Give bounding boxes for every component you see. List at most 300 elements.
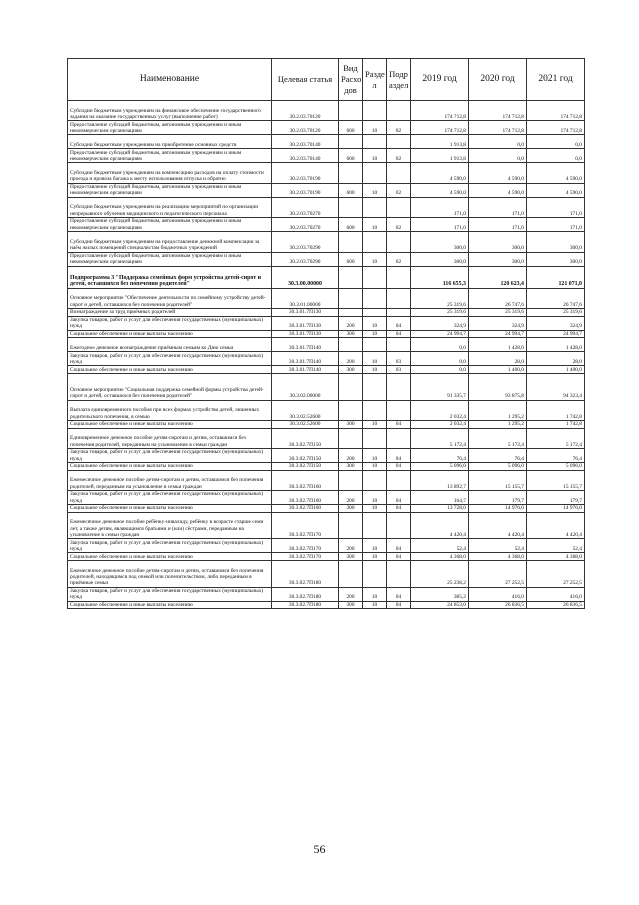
cell-kind xyxy=(339,338,363,352)
cell-y2020: 27 252,5 xyxy=(469,561,527,588)
cell-name: Субсидии бюджетным учреждениям на финансовое обеспечение государственного задания на оказание государственных услуг (выполнение работ) xyxy=(68,101,272,121)
table-row xyxy=(68,135,585,149)
cell-section: 10 xyxy=(363,330,387,338)
cell-y2021: 174 712,8 xyxy=(527,121,585,135)
cell-y2019: 25 238,2 xyxy=(411,561,469,588)
cell-y2021: 4 590,0 xyxy=(527,163,585,183)
cell-code: 30.2.03.70270 xyxy=(272,218,339,232)
table-row xyxy=(68,309,585,317)
table-row xyxy=(68,121,585,135)
cell-y2021: 300,0 xyxy=(527,252,585,266)
cell-y2020: 1 428,0 xyxy=(469,338,527,352)
cell-y2021: 26 747,6 xyxy=(527,288,585,308)
cell-subsection: 04 xyxy=(387,330,411,338)
cell-kind: 300 xyxy=(339,463,363,471)
cell-y2019: 2 032,4 xyxy=(411,400,469,420)
page-number: 56 xyxy=(313,842,326,856)
cell-y2020: 14 976,0 xyxy=(469,505,527,513)
cell-kind: 600 xyxy=(339,218,363,232)
cell-y2021: 26 836,5 xyxy=(527,601,585,609)
cell-y2020: 0,0 xyxy=(469,149,527,163)
cell-subsection xyxy=(387,135,411,149)
cell-y2020: 1 295,2 xyxy=(469,400,527,420)
cell-kind xyxy=(339,470,363,490)
cell-name: Основное мероприятие "Социальная поддержка семейной формы устройства детей-сирот и детей, оставшихся без попечения родителей" xyxy=(68,373,272,400)
cell-section: 10 xyxy=(363,183,387,197)
cell-code: 30.3.02.52600 xyxy=(272,421,339,429)
cell-section: 10 xyxy=(363,316,387,330)
cell-y2019: 0,0 xyxy=(411,366,469,374)
cell-subsection: 03 xyxy=(387,352,411,366)
cell-code: 30.3.02.7П160 xyxy=(272,505,339,513)
table-row xyxy=(68,421,585,429)
cell-y2021: 300,0 xyxy=(527,232,585,252)
cell-section xyxy=(363,288,387,308)
cell-y2020: 26 836,5 xyxy=(469,601,527,609)
cell-name: Ежемесячное денежное пособие детям-сиротам и детям, оставшимся без попечения родителей, переданным на усыновление в семьи граждан xyxy=(68,470,272,490)
cell-section: 10 xyxy=(363,505,387,513)
cell-y2020: 24 994,7 xyxy=(469,330,527,338)
cell-y2020: 1 295,2 xyxy=(469,421,527,429)
cell-y2019: 171,0 xyxy=(411,218,469,232)
cell-y2020: 300,0 xyxy=(469,232,527,252)
cell-code: 30.3.01.7П140 xyxy=(272,352,339,366)
cell-y2020: 174 712,8 xyxy=(469,121,527,135)
cell-code: 30.2.03.70140 xyxy=(272,149,339,163)
cell-name: Субсидии бюджетным учреждениям на компенсацию расходов на оплату стоимости проезда и провоза багажа к месту использования отпуска и обратно xyxy=(68,163,272,183)
cell-y2019: 5 172,4 xyxy=(411,428,469,448)
cell-code: 30.3.02.7П150 xyxy=(272,463,339,471)
cell-y2019: 174 712,8 xyxy=(411,121,469,135)
cell-name: Предоставление субсидий бюджетным, автономным учреждениям и иным некоммерческим организациям xyxy=(68,121,272,135)
cell-code: 30.2.03.70190 xyxy=(272,183,339,197)
cell-kind: 300 xyxy=(339,553,363,561)
header-kind: Вид Расхо дов xyxy=(339,59,363,101)
cell-section xyxy=(363,163,387,183)
cell-kind: 600 xyxy=(339,252,363,266)
cell-section: 10 xyxy=(363,587,387,601)
cell-y2020: 4 590,0 xyxy=(469,183,527,197)
cell-y2021: 121 071,0 xyxy=(527,266,585,288)
cell-subsection: 04 xyxy=(387,553,411,561)
cell-section: 10 xyxy=(363,539,387,553)
cell-section: 10 xyxy=(363,421,387,429)
cell-subsection xyxy=(387,288,411,308)
cell-kind xyxy=(339,428,363,448)
cell-name: Вознаграждение за труд приёмных родителей xyxy=(68,309,272,317)
table-row xyxy=(68,491,585,505)
cell-y2021: 24 994,7 xyxy=(527,330,585,338)
header-section: Разде л xyxy=(363,59,387,101)
cell-y2021: 25 319,6 xyxy=(527,309,585,317)
cell-y2020: 5 172,4 xyxy=(469,428,527,448)
cell-code: 30.2.03.70140 xyxy=(272,135,339,149)
cell-code: 30.3.02.7П150 xyxy=(272,428,339,448)
cell-name: Предоставление субсидий бюджетным, автономным учреждениям и иным некоммерческим организациям xyxy=(68,218,272,232)
cell-kind xyxy=(339,288,363,308)
cell-section: 10 xyxy=(363,149,387,163)
cell-y2019: 4 590,0 xyxy=(411,183,469,197)
cell-name: Закупка товаров, работ и услуг для обеспечения государственных (муниципальных) нужд xyxy=(68,352,272,366)
cell-code: 30.3.01.7П140 xyxy=(272,366,339,374)
cell-name: Социальное обеспечение и иные выплаты населению xyxy=(68,553,272,561)
cell-subsection: 04 xyxy=(387,449,411,463)
cell-kind: 200 xyxy=(339,539,363,553)
cell-subsection xyxy=(387,309,411,317)
cell-kind xyxy=(339,135,363,149)
cell-y2021: 4 590,0 xyxy=(527,183,585,197)
cell-y2019: 1 913,8 xyxy=(411,149,469,163)
cell-y2020: 4 590,0 xyxy=(469,163,527,183)
cell-name: Закупка товаров, работ и услуг для обеспечения государственных (муниципальных) нужд xyxy=(68,587,272,601)
cell-code: 30.2.03.70120 xyxy=(272,101,339,121)
header-code: Целевая статья xyxy=(272,59,339,101)
cell-y2020: 25 319,6 xyxy=(469,309,527,317)
cell-subsection: 04 xyxy=(387,463,411,471)
cell-subsection xyxy=(387,266,411,288)
cell-y2019: 76,4 xyxy=(411,449,469,463)
table-row xyxy=(68,338,585,352)
cell-y2020: 4 368,0 xyxy=(469,553,527,561)
cell-y2020: 171,0 xyxy=(469,218,527,232)
table-row xyxy=(68,373,585,400)
cell-code: 30.2.03.70120 xyxy=(272,121,339,135)
budget-table-container xyxy=(67,58,584,609)
cell-y2019: 0,0 xyxy=(411,352,469,366)
cell-code: 30.3.02.7П180 xyxy=(272,601,339,609)
table-row xyxy=(68,553,585,561)
cell-section xyxy=(363,101,387,121)
cell-y2021: 4 368,0 xyxy=(527,553,585,561)
cell-name: Предоставление субсидий бюджетным, автономным учреждениям и иным некоммерческим организациям xyxy=(68,183,272,197)
cell-code: 30.2.03.70290 xyxy=(272,252,339,266)
cell-section: 10 xyxy=(363,491,387,505)
cell-kind xyxy=(339,163,363,183)
table-row xyxy=(68,505,585,513)
table-row xyxy=(68,197,585,217)
table-row xyxy=(68,232,585,252)
cell-y2021: 1 742,8 xyxy=(527,421,585,429)
cell-y2019: 13 892,7 xyxy=(411,470,469,490)
cell-y2019: 4 420,4 xyxy=(411,512,469,539)
cell-y2019: 25 319,6 xyxy=(411,309,469,317)
cell-subsection: 04 xyxy=(387,316,411,330)
table-row xyxy=(68,218,585,232)
cell-subsection: 04 xyxy=(387,587,411,601)
cell-name: Ежемесячное денежное пособие детям-сиротам и детям, оставшимся без попечения родителей, находящимся под опекой или попечительством, либо переданным в приёмные семьи xyxy=(68,561,272,588)
cell-y2020: 26 747,6 xyxy=(469,288,527,308)
cell-section xyxy=(363,561,387,588)
table-row xyxy=(68,163,585,183)
cell-kind: 300 xyxy=(339,330,363,338)
table-row xyxy=(68,463,585,471)
cell-name: Единовременное денежное пособие детям-сиротам и детям, оставшимся без попечения родителей, переданным на усыновление в семьи граждан xyxy=(68,428,272,448)
cell-y2019: 24 853,0 xyxy=(411,601,469,609)
cell-y2019: 174 712,8 xyxy=(411,101,469,121)
cell-kind: 200 xyxy=(339,352,363,366)
cell-y2021: 76,4 xyxy=(527,449,585,463)
cell-y2020: 174 712,8 xyxy=(469,101,527,121)
cell-name: Закупка товаров, работ и услуг для обеспечения государственных (муниципальных) нужд xyxy=(68,316,272,330)
cell-subsection: 02 xyxy=(387,218,411,232)
cell-code: 30.3.01.7П140 xyxy=(272,338,339,352)
cell-name: Подпрограмма 3 "Поддержка семейных форм устройства детей-сирот и детей, оставшихся без попечения родителей" xyxy=(68,266,272,288)
cell-section: 10 xyxy=(363,366,387,374)
cell-kind xyxy=(339,309,363,317)
table-row xyxy=(68,316,585,330)
cell-kind: 600 xyxy=(339,183,363,197)
table-row xyxy=(68,183,585,197)
cell-subsection: 02 xyxy=(387,149,411,163)
cell-y2020: 76,4 xyxy=(469,449,527,463)
cell-y2021: 15 155,7 xyxy=(527,470,585,490)
cell-name: Ежегодное денежное вознаграждение приёмным семьям ко Дню семьи xyxy=(68,338,272,352)
table-header-row xyxy=(68,59,585,101)
cell-y2019: 4 368,0 xyxy=(411,553,469,561)
cell-subsection: 02 xyxy=(387,183,411,197)
cell-kind xyxy=(339,197,363,217)
cell-y2021: 179,7 xyxy=(527,491,585,505)
cell-code: 30.3.02.7П170 xyxy=(272,512,339,539)
cell-y2020: 15 155,7 xyxy=(469,470,527,490)
cell-code: 30.3.01.7П130 xyxy=(272,330,339,338)
cell-code: 30.3.02.7П170 xyxy=(272,553,339,561)
cell-name: Предоставление субсидий бюджетным, автономным учреждениям и иным некоммерческим организациям xyxy=(68,149,272,163)
cell-y2019: 324,9 xyxy=(411,316,469,330)
cell-section xyxy=(363,512,387,539)
table-row xyxy=(68,561,585,588)
cell-name: Закупка товаров, работ и услуг для обеспечения государственных (муниципальных) нужд xyxy=(68,539,272,553)
cell-name: Ежемесячное денежное пособие ребёнку-инвалиду, ребёнку в возрасте старше семи лет, а также детям, являющимся братьями и (или) сёстрами, переданным на усыновление в семьи граждан xyxy=(68,512,272,539)
cell-name: Социальное обеспечение и иные выплаты населению xyxy=(68,421,272,429)
cell-section: 10 xyxy=(363,463,387,471)
cell-y2021: 28,0 xyxy=(527,352,585,366)
cell-section xyxy=(363,135,387,149)
cell-y2021: 14 976,0 xyxy=(527,505,585,513)
cell-y2019: 2 032,4 xyxy=(411,421,469,429)
cell-section: 10 xyxy=(363,601,387,609)
cell-code: 30.3.00.00000 xyxy=(272,266,339,288)
cell-section: 10 xyxy=(363,218,387,232)
cell-y2021: 27 252,5 xyxy=(527,561,585,588)
cell-code: 30.3.02.7П180 xyxy=(272,561,339,588)
cell-section xyxy=(363,309,387,317)
cell-section: 10 xyxy=(363,121,387,135)
cell-y2019: 1 913,8 xyxy=(411,135,469,149)
cell-code: 30.3.01.7П130 xyxy=(272,309,339,317)
cell-name: Закупка товаров, работ и услуг для обеспечения государственных (муниципальных) нужд xyxy=(68,491,272,505)
cell-y2019: 300,0 xyxy=(411,252,469,266)
table-row xyxy=(68,470,585,490)
table-row xyxy=(68,330,585,338)
cell-kind: 200 xyxy=(339,316,363,330)
cell-subsection xyxy=(387,338,411,352)
header-2020: 2020 год xyxy=(469,59,527,101)
cell-name: Социальное обеспечение и иные выплаты населению xyxy=(68,601,272,609)
cell-y2020: 179,7 xyxy=(469,491,527,505)
cell-y2020: 28,0 xyxy=(469,352,527,366)
cell-name: Выплата единовременного пособия при всех формах устройства детей, лишенных родительского попечения, в семью xyxy=(68,400,272,420)
table-row xyxy=(68,266,585,288)
cell-name: Основное мероприятие "Обеспечение деятельности по семейному устройству детей-сирот и детей, оставшихся без попечения родителей" xyxy=(68,288,272,308)
table-row xyxy=(68,400,585,420)
cell-name: Социальное обеспечение и иные выплаты населению xyxy=(68,505,272,513)
cell-kind xyxy=(339,512,363,539)
cell-y2020: 416,0 xyxy=(469,587,527,601)
budget-table xyxy=(67,58,585,609)
header-2019: 2019 год xyxy=(411,59,469,101)
cell-subsection xyxy=(387,232,411,252)
cell-y2020: 120 623,4 xyxy=(469,266,527,288)
cell-y2020: 171,0 xyxy=(469,197,527,217)
cell-y2020: 300,0 xyxy=(469,252,527,266)
cell-y2019: 4 590,0 xyxy=(411,163,469,183)
cell-section: 10 xyxy=(363,449,387,463)
cell-y2019: 164,7 xyxy=(411,491,469,505)
cell-subsection xyxy=(387,197,411,217)
cell-kind xyxy=(339,101,363,121)
cell-y2021: 1 742,8 xyxy=(527,400,585,420)
cell-section xyxy=(363,470,387,490)
table-row xyxy=(68,428,585,448)
cell-y2019: 24 994,7 xyxy=(411,330,469,338)
cell-subsection: 02 xyxy=(387,252,411,266)
cell-section xyxy=(363,400,387,420)
cell-code: 30.2.03.70270 xyxy=(272,197,339,217)
cell-kind: 600 xyxy=(339,121,363,135)
cell-subsection: 03 xyxy=(387,366,411,374)
cell-y2021: 174 712,8 xyxy=(527,101,585,121)
cell-subsection: 04 xyxy=(387,491,411,505)
cell-kind: 300 xyxy=(339,505,363,513)
cell-code: 30.2.03.70290 xyxy=(272,232,339,252)
table-row xyxy=(68,539,585,553)
cell-kind xyxy=(339,266,363,288)
cell-y2019: 116 655,3 xyxy=(411,266,469,288)
cell-y2019: 91 335,7 xyxy=(411,373,469,400)
cell-name: Субсидии бюджетным учреждениям на предоставление денежной компенсации за наём жилых помещений специалистам бюджетных учреждений xyxy=(68,232,272,252)
cell-y2021: 0,0 xyxy=(527,135,585,149)
table-row xyxy=(68,601,585,609)
cell-subsection: 02 xyxy=(387,121,411,135)
cell-code: 30.3.02.7П170 xyxy=(272,539,339,553)
cell-kind: 300 xyxy=(339,601,363,609)
cell-y2021: 94 323,4 xyxy=(527,373,585,400)
table-row xyxy=(68,366,585,374)
cell-section xyxy=(363,373,387,400)
cell-y2021: 1 400,0 xyxy=(527,366,585,374)
cell-y2019: 171,0 xyxy=(411,197,469,217)
cell-kind: 200 xyxy=(339,491,363,505)
cell-section xyxy=(363,428,387,448)
cell-y2021: 4 420,4 xyxy=(527,512,585,539)
cell-code: 30.3.02.7П150 xyxy=(272,449,339,463)
cell-section: 10 xyxy=(363,553,387,561)
cell-y2020: 52,4 xyxy=(469,539,527,553)
table-row xyxy=(68,587,585,601)
cell-subsection xyxy=(387,428,411,448)
cell-y2020: 0,0 xyxy=(469,135,527,149)
cell-code: 30.2.03.70190 xyxy=(272,163,339,183)
cell-kind xyxy=(339,373,363,400)
cell-y2020: 4 420,4 xyxy=(469,512,527,539)
cell-y2021: 324,9 xyxy=(527,316,585,330)
cell-kind: 300 xyxy=(339,366,363,374)
cell-section xyxy=(363,232,387,252)
cell-section xyxy=(363,197,387,217)
cell-subsection xyxy=(387,470,411,490)
cell-name: Субсидии бюджетным учреждениям на реализацию мероприятий по организации непрерывного обучения медицинского и педагогического персонала xyxy=(68,197,272,217)
cell-name: Предоставление субсидий бюджетным, автономным учреждениям и иным некоммерческим организациям xyxy=(68,252,272,266)
table-row xyxy=(68,512,585,539)
cell-kind: 200 xyxy=(339,449,363,463)
cell-y2019: 25 319,6 xyxy=(411,288,469,308)
cell-subsection: 04 xyxy=(387,505,411,513)
cell-kind xyxy=(339,400,363,420)
cell-section: 10 xyxy=(363,352,387,366)
cell-y2020: 5 096,0 xyxy=(469,463,527,471)
cell-code: 30.3.02.7П180 xyxy=(272,587,339,601)
cell-y2020: 324,9 xyxy=(469,316,527,330)
table-row xyxy=(68,101,585,121)
cell-code: 30.3.02.52600 xyxy=(272,400,339,420)
cell-y2020: 1 400,0 xyxy=(469,366,527,374)
cell-y2019: 385,2 xyxy=(411,587,469,601)
cell-y2021: 52,4 xyxy=(527,539,585,553)
cell-subsection: 04 xyxy=(387,539,411,553)
cell-subsection: 04 xyxy=(387,601,411,609)
table-row xyxy=(68,252,585,266)
cell-section xyxy=(363,266,387,288)
cell-subsection: 04 xyxy=(387,421,411,429)
cell-name: Социальное обеспечение и иные выплаты населению xyxy=(68,330,272,338)
table-row xyxy=(68,352,585,366)
cell-name: Социальное обеспечение и иные выплаты населению xyxy=(68,463,272,471)
cell-kind: 200 xyxy=(339,587,363,601)
cell-y2021: 416,0 xyxy=(527,587,585,601)
cell-kind xyxy=(339,232,363,252)
cell-subsection xyxy=(387,163,411,183)
cell-y2019: 300,0 xyxy=(411,232,469,252)
table-row xyxy=(68,449,585,463)
header-2021: 2021 год xyxy=(527,59,585,101)
cell-subsection xyxy=(387,400,411,420)
table-row xyxy=(68,288,585,308)
cell-kind: 300 xyxy=(339,421,363,429)
cell-code: 30.3.01.7П130 xyxy=(272,316,339,330)
cell-y2019: 13 728,0 xyxy=(411,505,469,513)
cell-kind xyxy=(339,561,363,588)
cell-kind: 600 xyxy=(339,149,363,163)
table-row xyxy=(68,149,585,163)
header-subsection: Подр аздел xyxy=(387,59,411,101)
cell-y2019: 0,0 xyxy=(411,338,469,352)
cell-y2021: 5 172,4 xyxy=(527,428,585,448)
cell-y2021: 1 428,0 xyxy=(527,338,585,352)
cell-subsection xyxy=(387,512,411,539)
cell-y2021: 171,0 xyxy=(527,197,585,217)
cell-code: 30.3.02.00000 xyxy=(272,373,339,400)
cell-y2021: 5 096,0 xyxy=(527,463,585,471)
cell-section: 10 xyxy=(363,252,387,266)
cell-y2019: 5 096,0 xyxy=(411,463,469,471)
cell-y2021: 0,0 xyxy=(527,149,585,163)
cell-code: 30.3.02.7П160 xyxy=(272,470,339,490)
cell-section xyxy=(363,338,387,352)
cell-code: 30.3.02.7П160 xyxy=(272,491,339,505)
header-name: Наименование xyxy=(68,59,272,101)
cell-name: Закупка товаров, работ и услуг для обеспечения государственных (муниципальных) нужд xyxy=(68,449,272,463)
